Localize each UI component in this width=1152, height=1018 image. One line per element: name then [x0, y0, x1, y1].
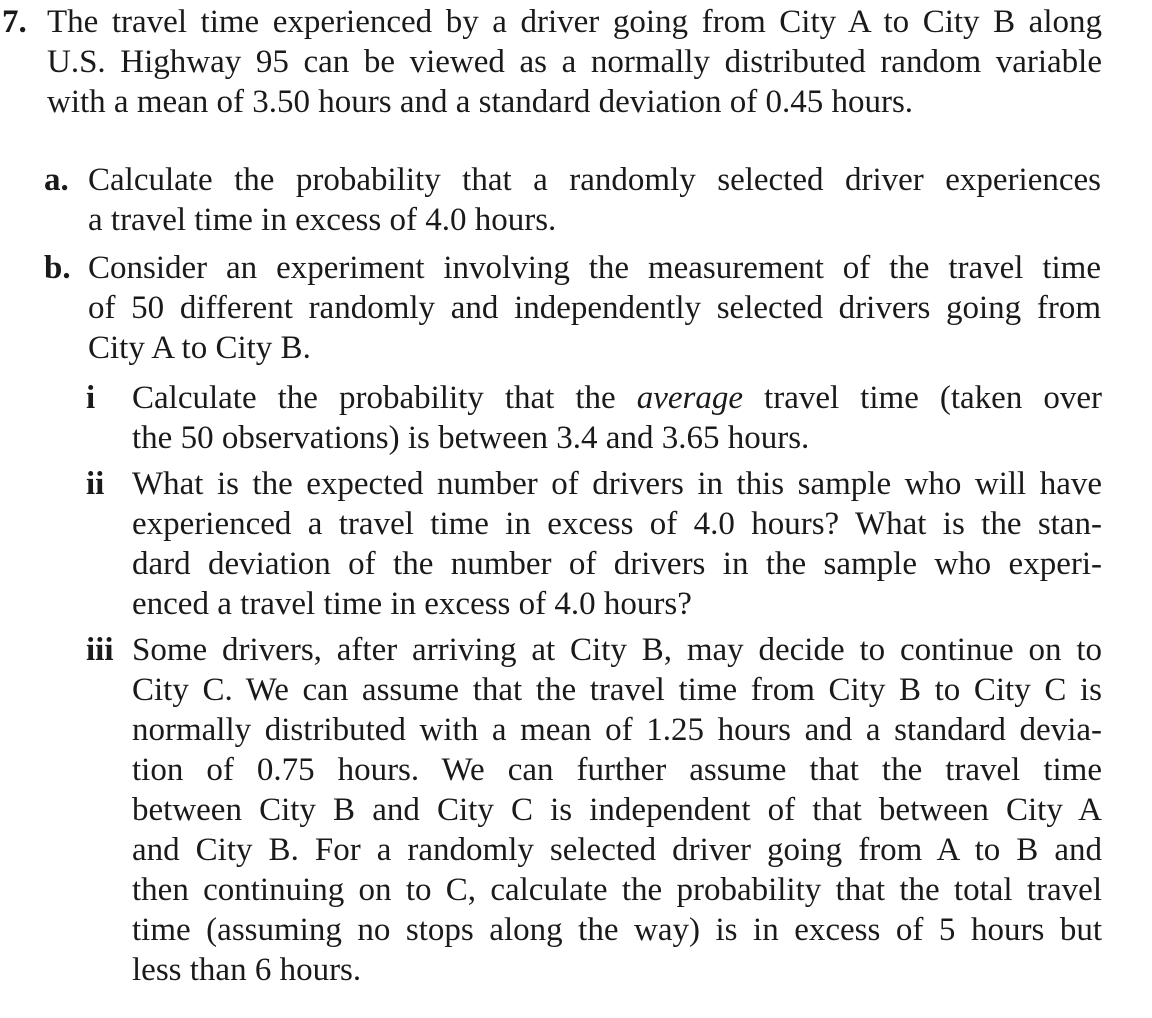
part-a-line: a travel time in excess of 4.0 hours.	[88, 202, 557, 238]
subpart-i-line: the 50 observations) is between 3.4 and 3.65 hours.	[132, 420, 810, 456]
subpart-i-text-after: travel time (taken over	[743, 380, 1102, 416]
subpart-i	[0, 378, 1102, 458]
subpart-ii-label: ii	[86, 466, 105, 502]
subpart-iii-line: time (assuming no stops along the way) is in excess of 5 hours but	[132, 912, 1102, 948]
part-a	[0, 160, 1101, 240]
subpart-ii-line: dard deviation of the number of drivers in the sample who experi-	[132, 546, 1102, 582]
part-a-label: a.	[44, 162, 69, 198]
part-b-label: b.	[44, 250, 71, 286]
subpart-i-text-before: Calculate the probability that the	[132, 380, 637, 416]
statement-line: The travel time experienced by a driver going from City A to City B along	[47, 4, 1102, 40]
part-b-line: of 50 different randomly and independently selected drivers going from	[88, 290, 1101, 326]
subpart-ii-line: What is the expected number of drivers in this sample who will have	[132, 466, 1102, 502]
part-a-line: Calculate the probability that a randomly selected driver experiences	[88, 162, 1101, 198]
subpart-iii-line: and City B. For a randomly selected driver going from A to B and	[132, 832, 1102, 868]
subpart-iii-line: Some drivers, after arriving at City B, may decide to continue on to	[132, 632, 1102, 668]
subpart-ii	[0, 464, 1102, 624]
subpart-iii-line: less than 6 hours.	[132, 952, 362, 988]
subpart-iii-line: City C. We can assume that the travel time from City B to City C is	[132, 672, 1102, 708]
statement-line: with a mean of 3.50 hours and a standard deviation of 0.45 hours.	[47, 84, 914, 120]
subpart-iii-line: tion of 0.75 hours. We can further assume that the travel time	[132, 752, 1102, 788]
part-b	[0, 248, 1101, 368]
subpart-iii-line: then continuing on to C, calculate the probability that the total travel	[132, 872, 1102, 908]
problem-number: 7.	[2, 4, 27, 40]
subpart-i-label: i	[86, 380, 96, 416]
part-b-line: City A to City B.	[88, 330, 311, 366]
problem-statement	[0, 2, 1102, 122]
part-b-line: Consider an experiment involving the measurement of the travel time	[88, 250, 1101, 286]
subpart-iii-line: normally distributed with a mean of 1.25 hours and a standard devia-	[132, 712, 1102, 748]
subpart-iii-line: between City B and City C is independent of that between City A	[132, 792, 1102, 828]
subpart-i-line	[132, 378, 1102, 418]
subpart-iii	[0, 630, 1102, 990]
emphasis-average: average	[636, 380, 743, 416]
subpart-ii-line: experienced a travel time in excess of 4.0 hours? What is the stan-	[132, 506, 1102, 542]
subpart-iii-label: iii	[86, 632, 114, 668]
subpart-ii-line: enced a travel time in excess of 4.0 hours?	[132, 586, 692, 622]
statement-line: U.S. Highway 95 can be viewed as a normally distributed random variable	[47, 44, 1102, 80]
